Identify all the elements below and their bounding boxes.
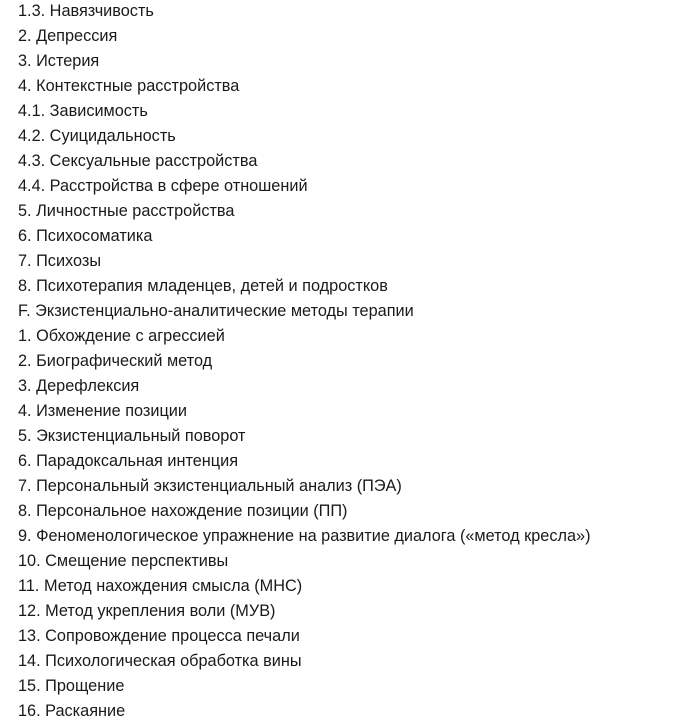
list-item: 3. Дерефлексия [18,377,140,395]
list-item: 4. Контекстные расстройства [18,77,240,95]
list-item: 5. Экзистенциальный поворот [18,427,246,445]
list-item: 3. Истерия [18,52,100,70]
list-item: 11. Метод нахождения смысла (МНС) [18,577,303,595]
list-item: 10. Смещение перспективы [18,552,229,570]
list-item: 15. Прощение [18,677,125,695]
list-item: 4.2. Суицидальность [18,127,176,145]
list-item: 14. Психологическая обработка вины [18,652,302,670]
section-heading: F. Экзистенциально-аналитические методы терапии [18,302,414,320]
document-list [18,0,673,724]
list-item: 2. Биографический метод [18,352,213,370]
list-item: 7. Психозы [18,252,102,270]
list-item: 7. Персональный экзистенциальный анализ (ПЭА) [18,477,402,495]
list-item: 6. Психосоматика [18,227,153,245]
list-item: 4. Изменение позиции [18,402,187,420]
list-item: 5. Личностные расстройства [18,202,235,220]
list-item: 12. Метод укрепления воли (МУВ) [18,602,276,620]
list-item: 4.1. Зависимость [18,102,148,120]
list-item: 6. Парадоксальная интенция [18,452,239,470]
list-item: 1. Обхождение с агрессией [18,327,225,345]
list-item: 8. Психотерапия младенцев, детей и подростков [18,277,388,295]
list-item: 8. Персональное нахождение позиции (ПП) [18,502,348,520]
list-item: 2. Депрессия [18,27,118,45]
list-item: 9. Феноменологическое упражнение на развитие диалога («метод кресла») [18,527,591,545]
list-item: 13. Сопровождение процесса печали [18,627,300,645]
list-item: 4.3. Сексуальные расстройства [18,152,258,170]
list-item: 4.4. Расстройства в сфере отношений [18,177,308,195]
list-item: 1.3. Навязчивость [18,2,154,20]
list-item: 16. Раскаяние [18,702,126,720]
